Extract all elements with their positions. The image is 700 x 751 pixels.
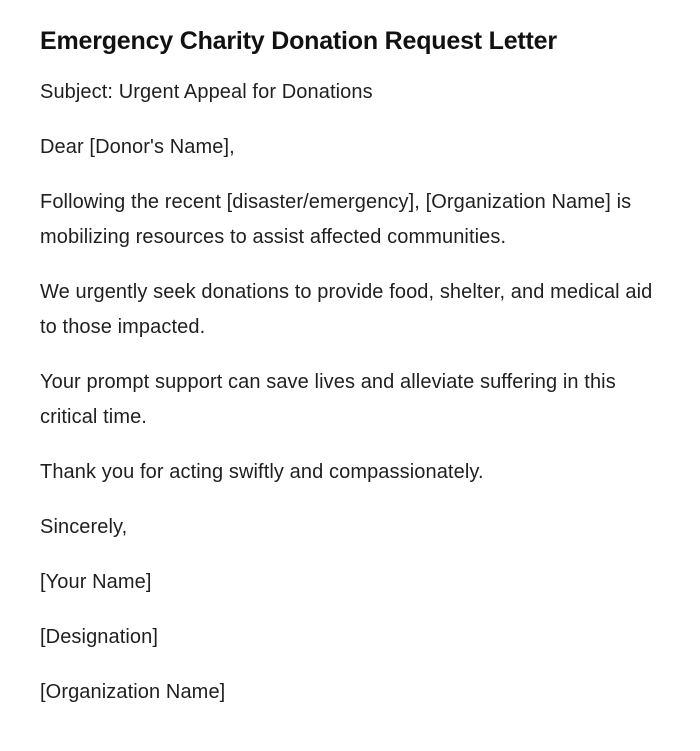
page-title: Emergency Charity Donation Request Letter [40,27,557,55]
body-paragraph-3: Your prompt support can save lives and alleviate suffering in this critical time. [40,371,616,428]
closing: Sincerely, [40,516,128,538]
salutation: Dear [Donor's Name], [40,136,235,158]
signature-organization: [Organization Name] [40,681,226,703]
body-paragraph-2: We urgently seek donations to provide food, shelter, and medical aid to those impacted. [40,281,653,338]
signature-designation: [Designation] [40,626,159,648]
subject-line: Subject: Urgent Appeal for Donations [40,81,373,103]
body-paragraph-4: Thank you for acting swiftly and compassionately. [40,461,484,483]
body-paragraph-1: Following the recent [disaster/emergency], [Organization Name] is mobilizing resources to assist affected communities. [40,191,632,248]
signature-name: [Your Name] [40,571,152,593]
